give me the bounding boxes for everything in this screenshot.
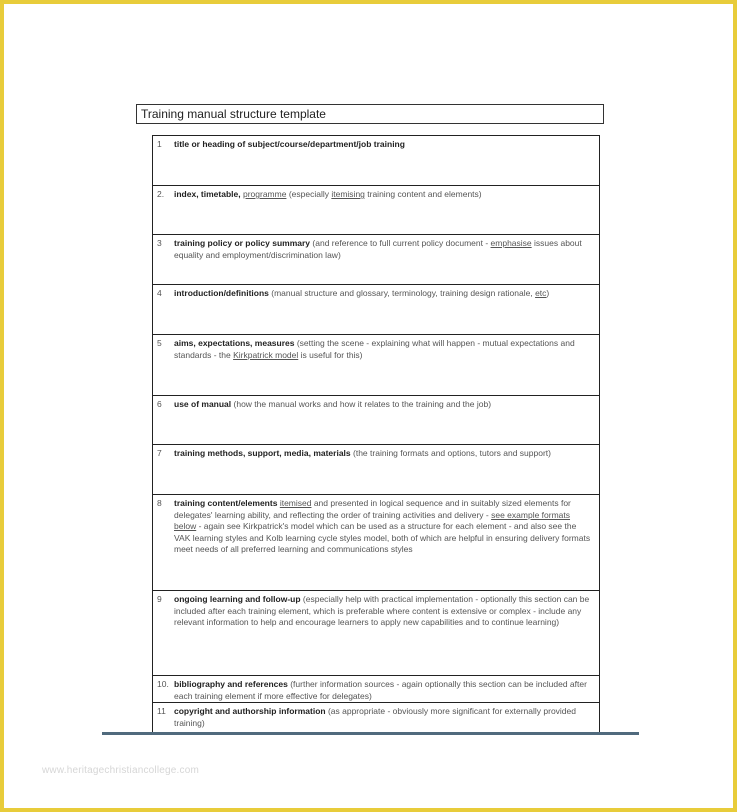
row-underlined-term: emphasise (490, 238, 532, 248)
row-number: 1 (157, 139, 162, 149)
row-cell-2 (153, 186, 600, 235)
table-row (153, 703, 600, 734)
row-description: (further information sources - again optionally this section can be included after each training element if more effective for delegates) (174, 679, 587, 701)
table-row (153, 285, 600, 335)
table-row (153, 591, 600, 676)
document-title: Training manual structure template (136, 104, 604, 124)
row-heading: introduction/definitions (174, 288, 269, 298)
row-number: 3 (157, 238, 162, 248)
row-description: (manual structure and glossary, terminology, training design rationale, (268, 288, 533, 298)
row-number: 9 (157, 594, 162, 604)
table-row (153, 445, 600, 495)
row-cell-4 (153, 285, 600, 335)
row-description: - again see Kirkpatrick's model which can be used as a structure for each element - and also see the VAK learning styles and Kolb learning cycle styles model, both of which are helpful in ensuring delivery formats meet needs of all preferred learning and communications styles (174, 521, 591, 554)
row-description: issues about equality and employment/discrimination law) (174, 238, 582, 260)
row-heading: index, timetable, (174, 189, 241, 199)
watermark-text: www.heritagechristiancollege.com (42, 765, 200, 776)
row-heading: title or heading of subject/course/department/job training (174, 139, 405, 149)
row-cell-9 (153, 591, 600, 676)
table-row (153, 136, 600, 186)
row-description: (especially (286, 189, 329, 199)
row-description: training content and elements) (364, 189, 482, 199)
row-heading: bibliography and references (174, 679, 288, 689)
row-underlined-term: etc (535, 288, 547, 298)
row-description: (how the manual works and how it relates to the training and the job) (231, 399, 492, 409)
row-description: (especially help with practical implementation - optionally this section can be included after each training element, which is preferable where content is extensive or complex - include any relevant information to help and encourage learners to apply new capabilities and to continue learning) (174, 594, 590, 627)
row-description: (the training formats and options, tutors and support) (350, 448, 551, 458)
row-description: is useful for this) (298, 349, 363, 360)
row-heading: copyright and authorship information (174, 706, 326, 716)
row-number: 8 (157, 498, 162, 508)
row-number: 7 (157, 448, 162, 458)
row-cell-11 (153, 703, 600, 734)
row-heading: ongoing learning and follow-up (174, 594, 301, 604)
row-heading: training methods, support, media, materials (174, 448, 351, 458)
row-number: 11 (157, 706, 166, 716)
row-cell-1 (153, 136, 600, 186)
row-description: ) (546, 288, 550, 298)
page-bottom-rule (102, 732, 639, 735)
row-cell-10 (153, 676, 600, 703)
row-number: 5 (157, 338, 162, 348)
row-underlined-term: programme (242, 189, 287, 199)
row-underlined-term: itemising (331, 189, 365, 199)
row-underlined-term: itemised (279, 498, 312, 508)
table-row (153, 396, 600, 445)
row-cell-6 (153, 396, 600, 445)
row-heading: aims, expectations, measures (174, 338, 295, 348)
row-heading: training content/elements (174, 498, 278, 508)
row-heading: training policy or policy summary (174, 238, 311, 248)
row-heading: use of manual (174, 399, 232, 409)
table-row (153, 495, 600, 591)
row-description: and presented in logical sequence and in suitably sized elements for delegates' learning ability, and reflecting the order of training activities and delivery - (174, 498, 571, 520)
table-row (153, 235, 600, 285)
row-description: (as appropriate - obviously more significant for externally provided training) (174, 706, 576, 728)
structure-table (152, 135, 600, 734)
row-underlined-term: see example formats below (174, 509, 571, 531)
table-row (153, 335, 600, 396)
row-description: (setting the scene - explaining what will happen - mutual expectations and standards - the (174, 338, 575, 360)
table-row (153, 676, 600, 703)
row-number: 10. (157, 679, 169, 689)
table-row (153, 186, 600, 235)
row-number: 4 (157, 288, 162, 298)
row-description: (and reference to full current policy document - (310, 238, 489, 248)
row-number: 2. (157, 189, 165, 199)
row-cell-3 (153, 235, 600, 285)
row-number: 6 (157, 399, 162, 409)
row-cell-7 (153, 445, 600, 495)
row-cell-8 (153, 495, 600, 591)
row-underlined-term: Kirkpatrick model (233, 349, 299, 360)
row-cell-5 (153, 335, 600, 396)
